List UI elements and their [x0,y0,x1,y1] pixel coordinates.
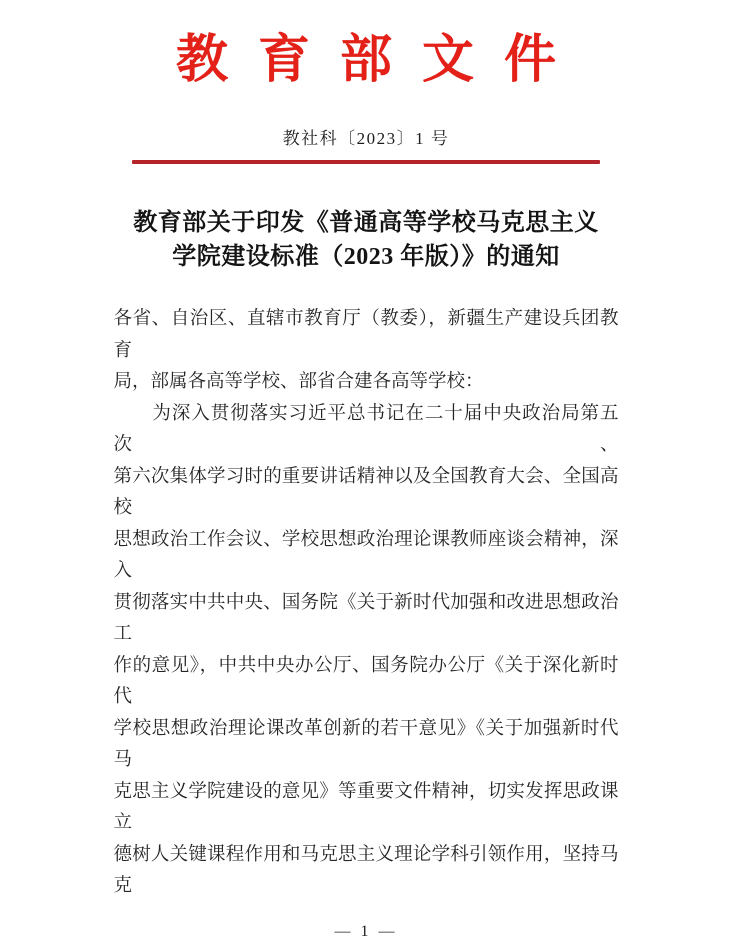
document-page [0,30,732,940]
document-title [0,206,732,274]
document-title-line-1: 教育部关于印发《普通高等学校马克思主义 [133,210,599,236]
body-text [114,304,619,903]
document-number: 教社科〔2023〕1 号 [282,129,450,148]
page-number: — 1 — [334,922,398,940]
document-title-line-2: 学院建设标准（2023 年版）》的通知 [172,244,560,270]
body-line: 学校思想政治理论课改革创新的若干意见》《关于加强新时代马 [113,718,619,770]
body-line: 贯彻落实中共中央、国务院《关于新时代加强和改进思想政治工 [113,592,619,644]
agency-header-title: 教育部文件 [175,32,586,89]
body-line: 作的意见》，中共中央办公厅、国务院办公厅《关于深化新时代 [113,655,619,707]
body-line: 为深入贯彻落实习近平总书记在二十届中央政治局第五次、 [113,403,619,455]
body-line: 各省、自治区、直辖市教育厅（教委），新疆生产建设兵团教育 [113,309,619,361]
body-line: 思想政治工作会议、学校思想政治理论课教师座谈会精神，深入 [113,529,619,581]
body-line: 局，部属各高等学校、部省合建各高等学校： [113,372,484,392]
body-line: 克思主义学院建设的意见》等重要文件精神，切实发挥思政课立 [113,781,619,833]
body-line: 德树人关键课程作用和马克思主义理论学科引领作用，坚持马克 [113,844,619,896]
body-line: 第六次集体学习时的重要讲话精神以及全国教育大会、全国高校 [113,466,619,518]
red-divider-line [132,160,600,164]
